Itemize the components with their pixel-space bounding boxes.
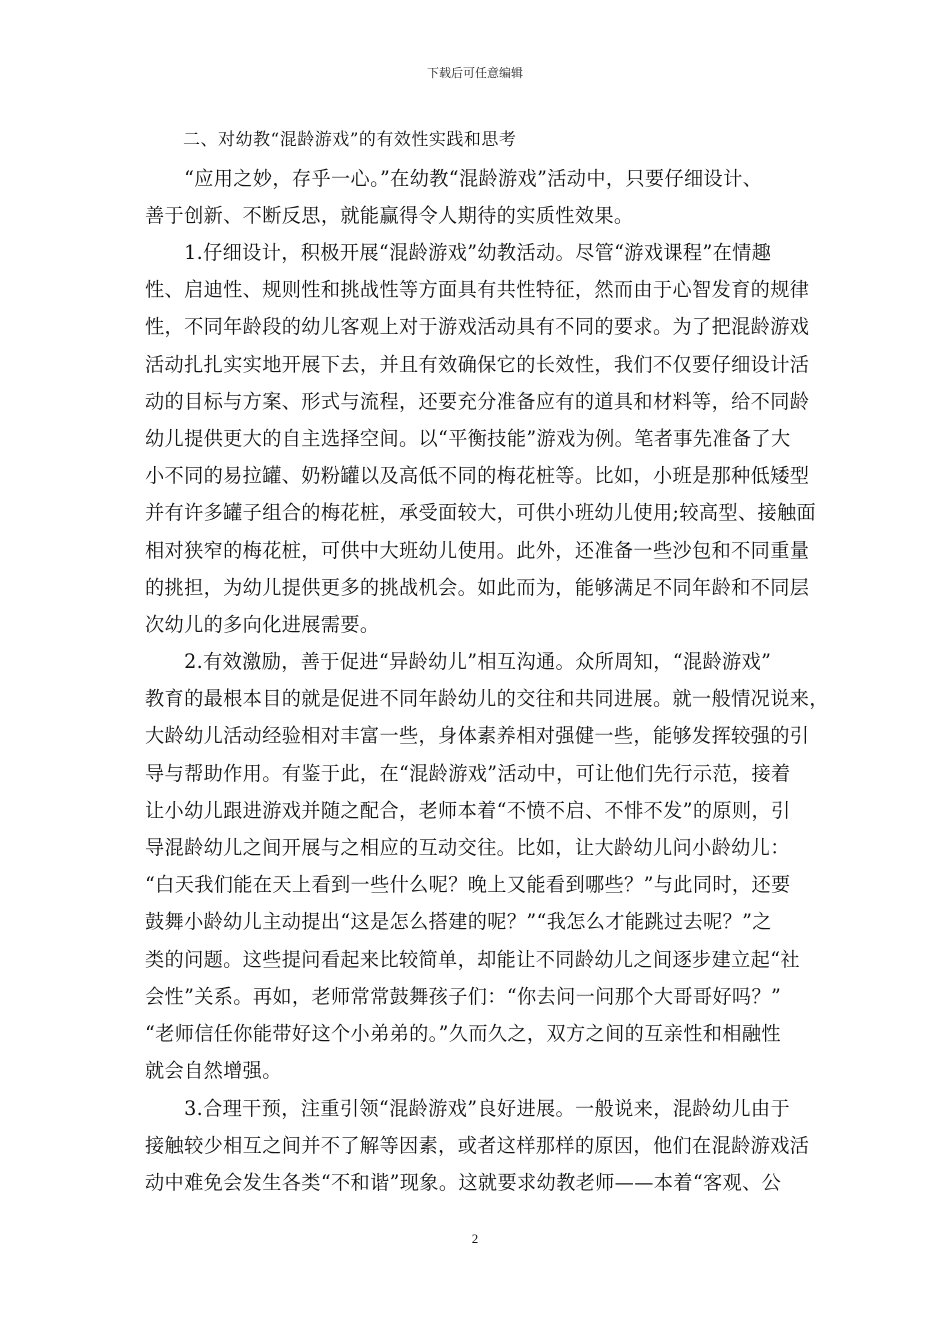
page-number: 2 (471, 1231, 479, 1246)
page-header: 下载后可任意编辑 (426, 66, 523, 80)
text-line: 相对狭窄的梅花桩，可供中大班幼儿使用。此外，还准备一些沙包和不同重量 (145, 538, 810, 562)
text-line: 让小幼儿跟进游戏并随之配合，老师本着“不愤不启、不悱不发”的原则，引 (145, 798, 791, 822)
text-line: 活动扎扎实实地开展下去，并且有效确保它的长效性，我们不仅要仔细设计活 (145, 352, 810, 376)
text-line: 动的目标与方案、形式与流程，还要充分准备应有的道具和材料等，给不同龄 (145, 389, 810, 413)
text-line: 类的问题。这些提问看起来比较简单，却能让不同龄幼儿之间逐步建立起“社 (145, 947, 800, 971)
text-line: 动中难免会发生各类“不和谐”现象。这就要求幼教老师——本着“客观、公 (145, 1171, 782, 1195)
text-line: 大龄幼儿活动经验相对丰富一些，身体素养相对强健一些，能够发挥较强的引 (145, 724, 810, 748)
text-line: 导与帮助作用。有鉴于此，在“混龄游戏”活动中，可让他们先行示范，接着 (145, 761, 791, 785)
text-line: 接触较少相互之间并不了解等因素，或者这样那样的原因，他们在混龄游戏活 (145, 1134, 810, 1158)
text-line: 幼儿提供更大的自主选择空间。以“平衡技能”游戏为例。笔者事先准备了大 (145, 426, 791, 450)
text-line: 会性”关系。再如，老师常常鼓舞孩子们：“你去问一问那个大哥哥好吗？” (145, 984, 782, 1008)
text-line: “白天我们能在天上看到一些什么呢？晚上又能看到哪些？”与此同时，还要 (145, 873, 791, 897)
text-line: 次幼儿的多向化进展需要。 (145, 612, 380, 636)
paragraph-point-2 (145, 643, 829, 1089)
text-line: 性、启迪性、规则性和挑战性等方面具有共性特征，然而由于心智发育的规律 (145, 278, 810, 302)
paragraph-intro (145, 160, 762, 234)
text-line: 导混龄幼儿之间开展与之相应的互动交往。比如，让大龄幼儿问小龄幼儿： (145, 835, 790, 859)
text-line: 性，不同年龄段的幼儿客观上对于游戏活动具有不同的要求。为了把混龄游戏 (145, 315, 810, 339)
text-line: 1.仔细设计，积极开展“混龄游戏”幼教活动。尽管“游戏课程”在情趣 (145, 241, 772, 264)
paragraph-point-3 (145, 1090, 809, 1202)
text-line: “老师信任你能带好这个小弟弟的。”久而久之，双方之间的互亲性和相融性 (145, 1021, 781, 1045)
text-line: 鼓舞小龄幼儿主动提出“这是怎么搭建的呢？”“我怎么才能跳过去呢？”之 (145, 910, 772, 934)
text-line: 就会自然增强。 (145, 1059, 282, 1083)
paragraph-point-1 (145, 234, 816, 643)
text-line: 小不同的易拉罐、奶粉罐以及高低不同的梅花桩等。比如，小班是那种低矮型 (145, 464, 810, 488)
text-line: 3.合理干预，注重引领“混龄游戏”良好进展。一般说来，混龄幼儿由于 (145, 1097, 790, 1120)
text-line: 2.有效激励，善于促进“异龄幼儿”相互沟通。众所周知，“混龄游戏” (145, 650, 772, 673)
text-line: 善于创新、不断反思，就能赢得令人期待的实质性效果。 (145, 204, 634, 228)
text-line: 的挑担，为幼儿提供更多的挑战机会。如此而为，能够满足不同年龄和不同层 (145, 575, 810, 599)
text-line: 并有许多罐子组合的梅花桩，承受面较大，可供小班幼儿使用;较高型、接触面 (145, 501, 817, 525)
text-line: 教育的最根本目的就是促进不同年龄幼儿的交往和共同进展。就一般情况说来， (145, 687, 829, 711)
text-line: “应用之妙，存乎一心。”在幼教“混龄游戏”活动中，只要仔细设计、 (145, 167, 763, 190)
section-heading: 二、对幼教“混龄游戏”的有效性实践和思考 (183, 130, 517, 150)
